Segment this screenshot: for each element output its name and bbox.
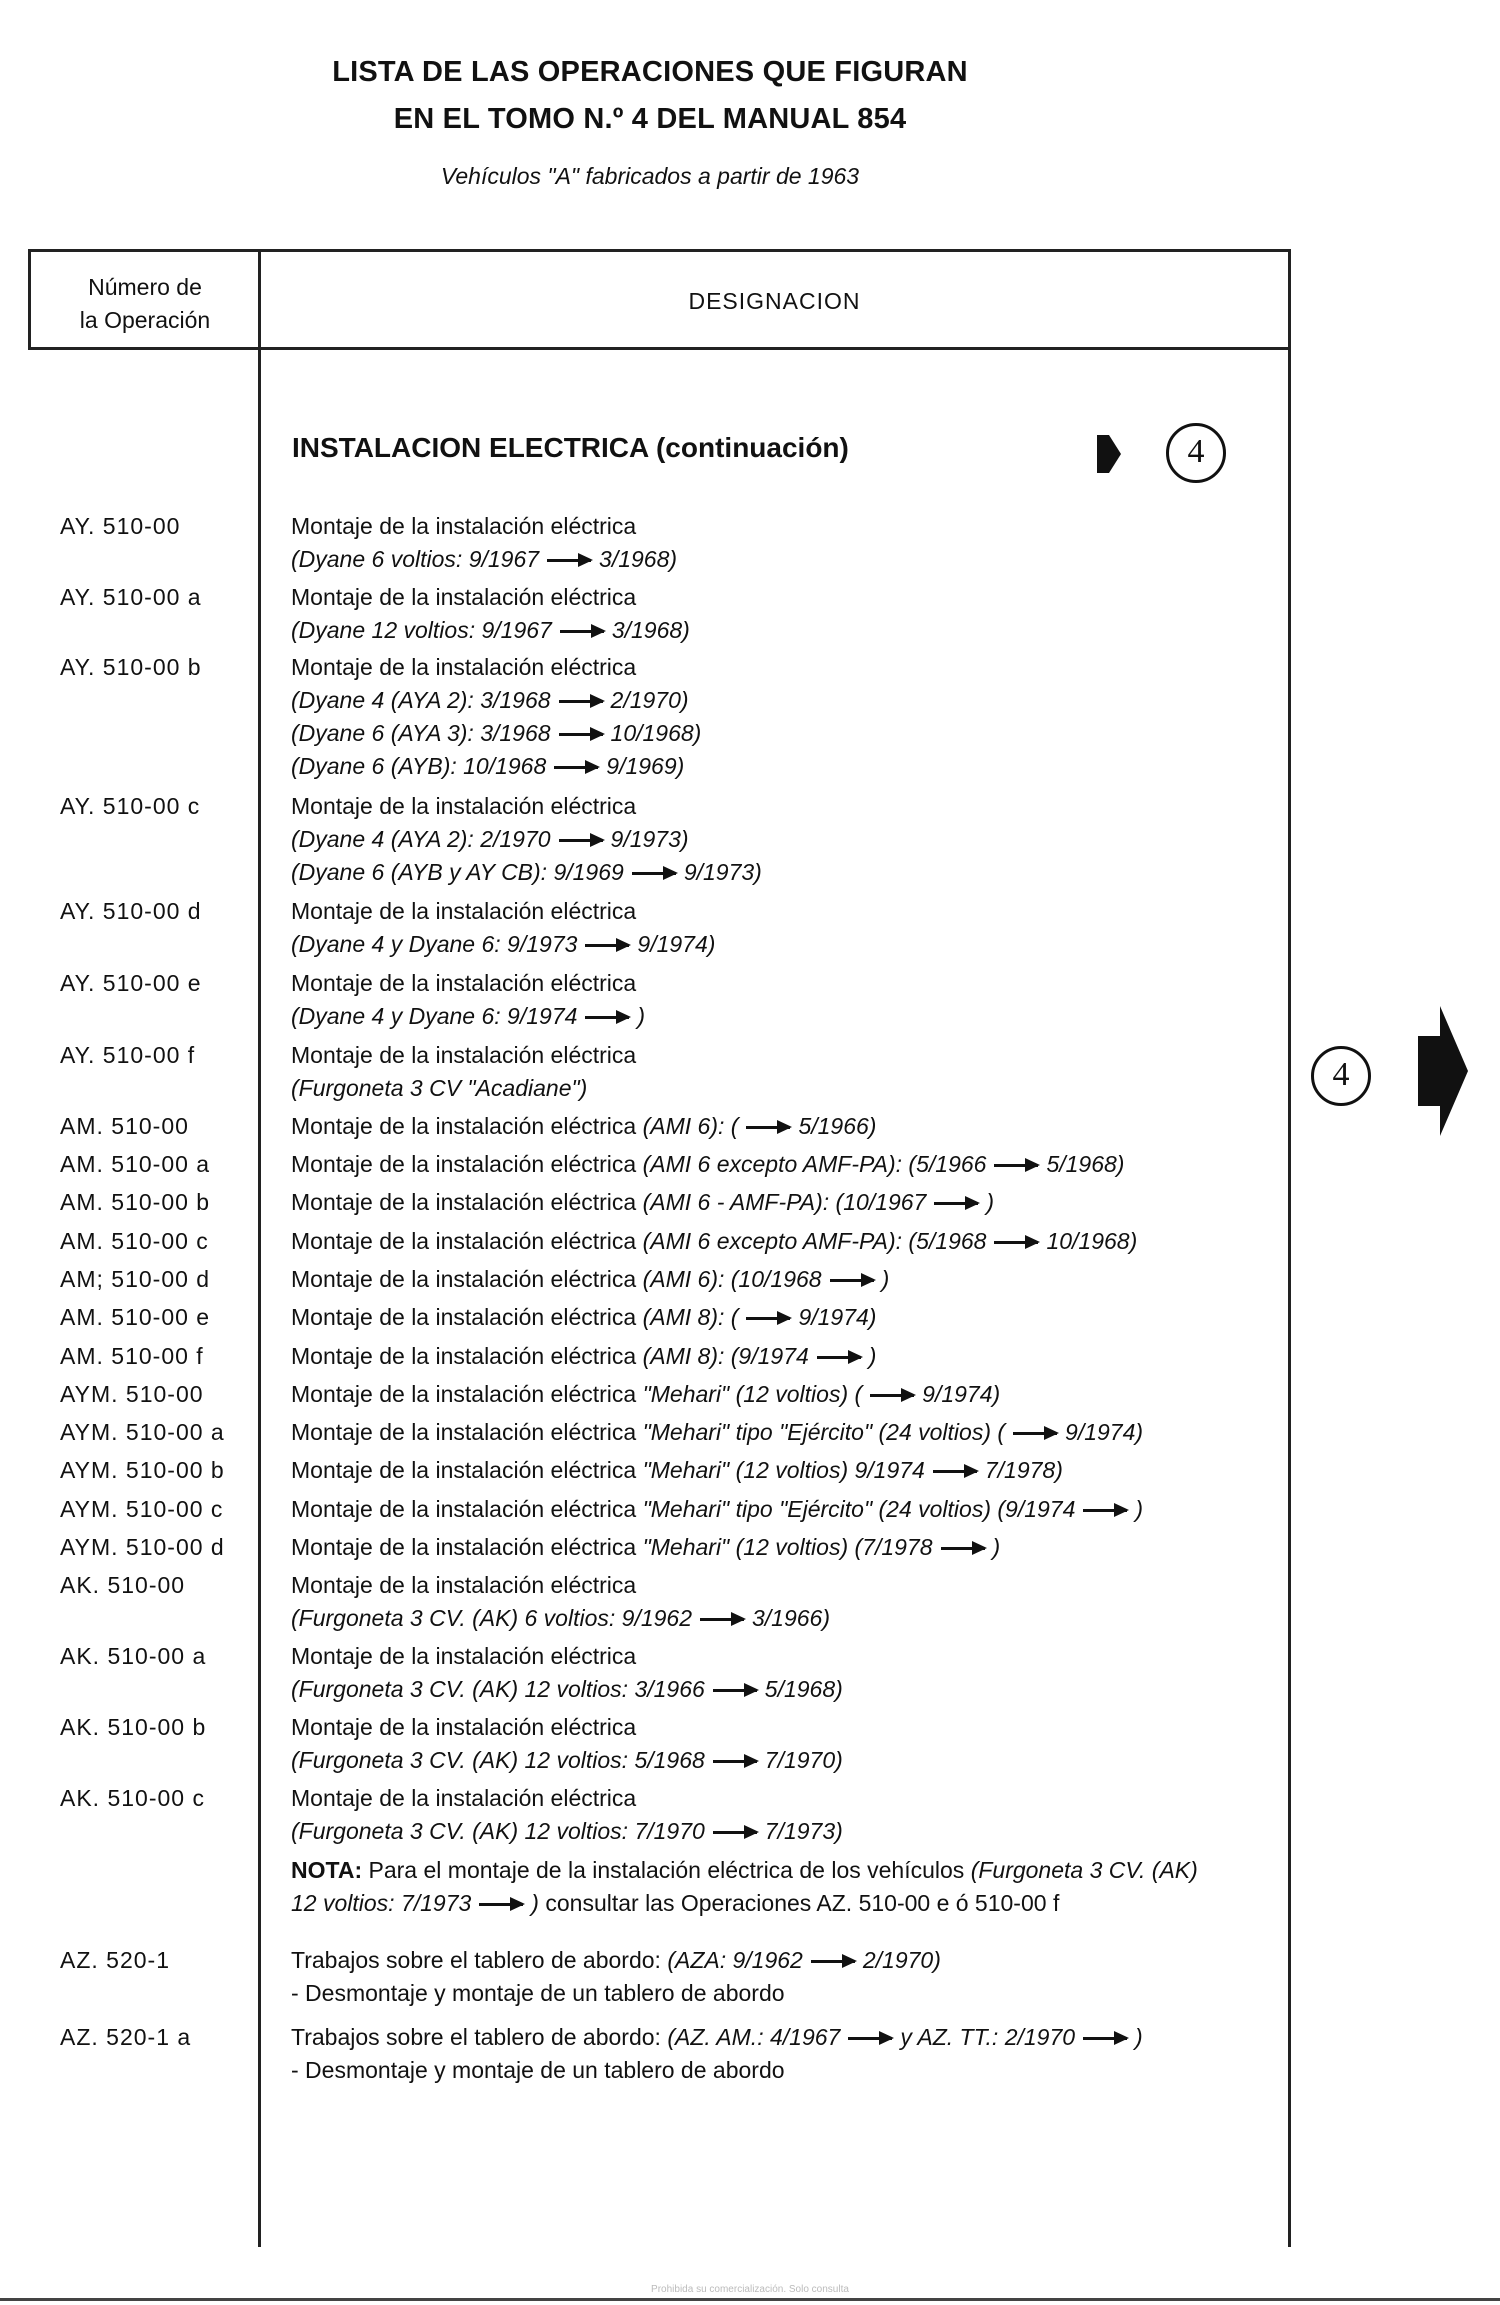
column-header-designation: DESIGNACION bbox=[688, 288, 861, 314]
designation-detail: ) bbox=[1135, 1496, 1144, 1522]
designation-line bbox=[291, 1744, 843, 1777]
designation-detail: 9/1974) bbox=[1065, 1419, 1144, 1445]
designation-text: Montaje de la instalación eléctrica bbox=[291, 1785, 637, 1811]
designation-detail: 7/1978) bbox=[984, 1457, 1063, 1483]
designation-line bbox=[291, 1602, 830, 1635]
operation-number: AY. 510-00 b bbox=[60, 654, 202, 680]
designation-line bbox=[291, 1493, 1143, 1526]
designation-text: Montaje de la instalación eléctrica bbox=[291, 1643, 637, 1669]
operation-number: AY. 510-00 bbox=[60, 513, 181, 539]
designation-text: Montaje de la instalación eléctrica bbox=[291, 1457, 643, 1483]
designation-line bbox=[291, 1378, 1000, 1411]
designation-detail: (Furgoneta 3 CV. (AK) 12 voltios: 5/1968 bbox=[291, 1747, 705, 1773]
designation-detail: (AMI 6 excepto AMF-PA): (5/1966 bbox=[642, 1151, 987, 1177]
designation-text: - Desmontaje y montaje de un tablero de abordo bbox=[291, 2057, 785, 2083]
arrow-right-icon bbox=[700, 1618, 744, 1621]
designation-text: Montaje de la instalación eléctrica bbox=[291, 1714, 637, 1740]
designation-line bbox=[291, 651, 636, 684]
designation-detail: ) bbox=[868, 1343, 877, 1369]
designation-detail: 5/1968) bbox=[1046, 1151, 1125, 1177]
arrow-right-icon bbox=[479, 1903, 523, 1906]
designation-text: Montaje de la instalación eléctrica bbox=[291, 1189, 643, 1215]
designation-detail: 9/1974) bbox=[637, 931, 716, 957]
designation-detail: 3/1968) bbox=[611, 617, 690, 643]
designation-text: Montaje de la instalación eléctrica bbox=[291, 654, 637, 680]
arrow-right-icon bbox=[1083, 2037, 1127, 2040]
table-header-divider bbox=[28, 347, 1291, 350]
arrow-right-icon bbox=[1013, 1432, 1057, 1435]
operation-number: AY. 510-00 f bbox=[60, 1042, 196, 1068]
designation-detail: (AMI 6): ( bbox=[642, 1113, 739, 1139]
designation-detail: ) bbox=[637, 1003, 646, 1029]
designation-detail: (Furgoneta 3 CV "Acadiane") bbox=[291, 1075, 588, 1101]
designation-text: Montaje de la instalación eléctrica bbox=[291, 1572, 637, 1598]
designation-text: Trabajos sobre el tablero de abordo: bbox=[291, 2024, 668, 2050]
operation-number: AM. 510-00 f bbox=[60, 1343, 204, 1369]
operation-number: AYM. 510-00 bbox=[60, 1381, 204, 1407]
designation-detail: 10/1968) bbox=[610, 720, 702, 746]
document-subtitle: Vehículos "A" fabricados a partir de 1963 bbox=[440, 163, 860, 189]
designation-text: Montaje de la instalación eléctrica bbox=[291, 513, 637, 539]
designation-detail: (Furgoneta 3 CV. (AK) 6 voltios: 9/1962 bbox=[291, 1605, 692, 1631]
arrow-right-icon bbox=[547, 559, 591, 562]
designation-detail: 5/1968) bbox=[764, 1676, 843, 1702]
arrow-right-icon bbox=[560, 630, 604, 633]
designation-detail: 10/1968) bbox=[1046, 1228, 1138, 1254]
operation-number: AK. 510-00 b bbox=[60, 1714, 207, 1740]
designation-text: Montaje de la instalación eléctrica bbox=[291, 1266, 643, 1292]
arrow-right-icon bbox=[559, 700, 603, 703]
designation-text: Trabajos sobre el tablero de abordo: bbox=[291, 1947, 668, 1973]
designation-detail: 9/1973) bbox=[610, 826, 689, 852]
operation-number: AYM. 510-00 d bbox=[60, 1534, 225, 1560]
designation-detail: (Dyane 6 (AYA 3): 3/1968 bbox=[291, 720, 551, 746]
designation-detail: (AMI 8): (9/1974 bbox=[642, 1343, 809, 1369]
designation-text: Montaje de la instalación eléctrica bbox=[291, 1343, 643, 1369]
footer-watermark: Prohibida su comercialización. Solo consulta bbox=[651, 2284, 849, 2295]
arrow-right-icon bbox=[933, 1470, 977, 1473]
arrow-right-icon bbox=[554, 766, 598, 769]
designation-text: - Desmontaje y montaje de un tablero de abordo bbox=[291, 1980, 785, 2006]
document-title-line1: LISTA DE LAS OPERACIONES QUE FIGURAN bbox=[332, 56, 968, 88]
operation-number: AZ. 520-1 a bbox=[60, 2024, 192, 2050]
designation-detail: "Mehari" (12 voltios) 9/1974 bbox=[642, 1457, 925, 1483]
designation-detail: (Dyane 4 y Dyane 6: 9/1974 bbox=[291, 1003, 578, 1029]
designation-line bbox=[291, 1531, 1000, 1564]
note-label: NOTA: bbox=[291, 1857, 363, 1883]
designation-detail: (Dyane 6 (AYB y AY CB): 9/1969 bbox=[291, 859, 624, 885]
section-title: INSTALACION ELECTRICA (continuación) bbox=[292, 432, 849, 463]
designation-line bbox=[291, 614, 690, 647]
operation-number: AYM. 510-00 b bbox=[60, 1457, 225, 1483]
designation-line bbox=[291, 967, 636, 1000]
operation-number: AY. 510-00 d bbox=[60, 898, 202, 924]
arrow-right-icon bbox=[713, 1689, 757, 1692]
designation-line bbox=[291, 856, 762, 889]
designation-line bbox=[291, 1000, 645, 1033]
arrow-right-icon bbox=[934, 1202, 978, 1205]
designation-line bbox=[291, 510, 636, 543]
designation-detail: ) bbox=[881, 1266, 890, 1292]
designation-line bbox=[291, 1072, 587, 1105]
designation-detail: "Mehari" (12 voltios) ( bbox=[642, 1381, 863, 1407]
arrow-right-icon bbox=[817, 1356, 861, 1359]
designation-line bbox=[291, 1944, 941, 1977]
operation-number: AM. 510-00 c bbox=[60, 1228, 209, 1254]
designation-line bbox=[291, 1854, 1198, 1887]
designation-detail: 12 voltios: 7/1973 bbox=[291, 1890, 472, 1916]
designation-text: Montaje de la instalación eléctrica bbox=[291, 970, 637, 996]
arrow-right-icon bbox=[559, 839, 603, 842]
designation-line bbox=[291, 1815, 843, 1848]
designation-line bbox=[291, 581, 636, 614]
designation-text: consultar las Operaciones AZ. 510-00 e ó 510-00 f bbox=[538, 1890, 1060, 1916]
designation-line bbox=[291, 1640, 636, 1673]
designation-detail: "Mehari" (12 voltios) (7/1978 bbox=[642, 1534, 933, 1560]
designation-detail: 2/1970) bbox=[862, 1947, 941, 1973]
designation-text: Montaje de la instalación eléctrica bbox=[291, 1419, 643, 1445]
operation-number: AY. 510-00 c bbox=[60, 793, 201, 819]
arrow-right-icon bbox=[585, 1016, 629, 1019]
operation-number: AYM. 510-00 a bbox=[60, 1419, 225, 1445]
section-arrow-icon bbox=[1097, 429, 1122, 479]
designation-text: Montaje de la instalación eléctrica bbox=[291, 1496, 643, 1522]
designation-text: Montaje de la instalación eléctrica bbox=[291, 1228, 643, 1254]
designation-line bbox=[291, 823, 689, 856]
designation-line bbox=[291, 1416, 1143, 1449]
designation-line bbox=[291, 717, 701, 750]
operation-number: AY. 510-00 a bbox=[60, 584, 202, 610]
designation-detail: (AZA: 9/1962 bbox=[667, 1947, 803, 1973]
designation-detail: (Dyane 4 (AYA 2): 2/1970 bbox=[291, 826, 551, 852]
designation-detail: (Dyane 4 (AYA 2): 3/1968 bbox=[291, 687, 551, 713]
designation-detail: (AMI 6 excepto AMF-PA): (5/1968 bbox=[642, 1228, 987, 1254]
designation-detail: (AZ. AM.: 4/1967 bbox=[667, 2024, 841, 2050]
designation-detail: ) bbox=[986, 1189, 995, 1215]
document-title-line2: EN EL TOMO N.º 4 DEL MANUAL 854 bbox=[393, 103, 907, 135]
designation-detail: (Furgoneta 3 CV. (AK) 12 voltios: 3/1966 bbox=[291, 1676, 705, 1702]
designation-line bbox=[291, 1263, 889, 1296]
designation-line bbox=[291, 1673, 843, 1706]
designation-text: Montaje de la instalación eléctrica bbox=[291, 1151, 643, 1177]
designation-text: Montaje de la instalación eléctrica bbox=[291, 1381, 643, 1407]
designation-detail: (AMI 6 - AMF-PA): (10/1967 bbox=[642, 1189, 927, 1215]
side-tab-number-icon: 4 bbox=[1311, 1046, 1371, 1106]
arrow-right-icon bbox=[713, 1831, 757, 1834]
page-bottom-border bbox=[0, 2298, 1500, 2301]
operation-number: AM. 510-00 b bbox=[60, 1189, 211, 1215]
designation-line bbox=[291, 543, 677, 576]
operation-number: AZ. 520-1 bbox=[60, 1947, 170, 1973]
arrow-right-icon bbox=[632, 872, 676, 875]
designation-text: Montaje de la instalación eléctrica bbox=[291, 898, 637, 924]
designation-text: Montaje de la instalación eléctrica bbox=[291, 793, 637, 819]
designation-detail: "Mehari" tipo "Ejército" (24 voltios) ( bbox=[642, 1419, 1006, 1445]
designation-line bbox=[291, 1301, 876, 1334]
table-column-divider bbox=[258, 249, 261, 2247]
designation-text: Montaje de la instalación eléctrica bbox=[291, 1042, 637, 1068]
designation-line bbox=[291, 1340, 876, 1373]
arrow-right-icon bbox=[870, 1394, 914, 1397]
designation-detail: 3/1966) bbox=[752, 1605, 831, 1631]
designation-detail: (AMI 6): (10/1968 bbox=[642, 1266, 822, 1292]
designation-detail: (Furgoneta 3 CV. (AK) 12 voltios: 7/1970 bbox=[291, 1818, 705, 1844]
designation-detail: (Dyane 4 y Dyane 6: 9/1973 bbox=[291, 931, 578, 957]
designation-line bbox=[291, 1148, 1124, 1181]
arrow-right-icon bbox=[811, 1960, 855, 1963]
arrow-right-icon bbox=[848, 2037, 892, 2040]
column-header-number-line2: la Operación bbox=[79, 307, 211, 333]
side-arrow-icon bbox=[1418, 1006, 1468, 1136]
table-top-border bbox=[28, 249, 1291, 252]
designation-line bbox=[291, 684, 689, 717]
designation-line bbox=[291, 1977, 785, 2010]
designation-detail: "Mehari" tipo "Ejército" (24 voltios) (9/1974 bbox=[642, 1496, 1076, 1522]
designation-detail: (Furgoneta 3 CV. (AK) bbox=[970, 1857, 1198, 1883]
arrow-right-icon bbox=[941, 1547, 985, 1550]
designation-detail: 9/1974) bbox=[798, 1304, 877, 1330]
designation-line bbox=[291, 1782, 636, 1815]
designation-line bbox=[291, 928, 715, 961]
designation-detail: 5/1966) bbox=[798, 1113, 877, 1139]
designation-text: Montaje de la instalación eléctrica bbox=[291, 1534, 643, 1560]
operation-number: AM. 510-00 a bbox=[60, 1151, 211, 1177]
operation-number: AM. 510-00 e bbox=[60, 1304, 211, 1330]
designation-line bbox=[291, 1186, 994, 1219]
designation-line bbox=[291, 2021, 1143, 2054]
operation-number: AYM. 510-00 c bbox=[60, 1496, 224, 1522]
arrow-right-icon bbox=[830, 1279, 874, 1282]
designation-detail: 2/1970) bbox=[610, 687, 689, 713]
arrow-right-icon bbox=[1083, 1509, 1127, 1512]
designation-line bbox=[291, 790, 636, 823]
designation-text: Para el montaje de la instalación eléctrica de los vehículos bbox=[362, 1857, 971, 1883]
operation-number: AM; 510-00 d bbox=[60, 1266, 211, 1292]
designation-detail: ) bbox=[1135, 2024, 1143, 2050]
designation-detail: 7/1970) bbox=[764, 1747, 843, 1773]
designation-detail: 9/1969) bbox=[606, 753, 685, 779]
designation-line bbox=[291, 1711, 636, 1744]
designation-line bbox=[291, 1454, 1063, 1487]
designation-detail: 9/1974) bbox=[922, 1381, 1001, 1407]
column-header-number-line1: Número de bbox=[88, 274, 202, 300]
arrow-right-icon bbox=[994, 1241, 1038, 1244]
designation-line bbox=[291, 1110, 876, 1143]
designation-detail: ) bbox=[992, 1534, 1001, 1560]
arrow-right-icon bbox=[746, 1126, 790, 1129]
designation-line bbox=[291, 1225, 1137, 1258]
arrow-right-icon bbox=[746, 1317, 790, 1320]
designation-detail: (Dyane 12 voltios: 9/1967 bbox=[291, 617, 552, 643]
designation-text: Montaje de la instalación eléctrica bbox=[291, 584, 637, 610]
designation-text: Montaje de la instalación eléctrica bbox=[291, 1113, 643, 1139]
operation-number: AY. 510-00 e bbox=[60, 970, 202, 996]
designation-line bbox=[291, 1039, 636, 1072]
arrow-right-icon bbox=[994, 1164, 1038, 1167]
designation-line bbox=[291, 2054, 785, 2087]
designation-detail: 7/1973) bbox=[764, 1818, 843, 1844]
designation-detail: (Dyane 6 voltios: 9/1967 bbox=[291, 546, 540, 572]
table-right-border bbox=[1288, 249, 1291, 2247]
designation-line bbox=[291, 895, 636, 928]
designation-detail: 9/1973) bbox=[683, 859, 762, 885]
designation-detail: y AZ. TT.: 2/1970 bbox=[900, 2024, 1076, 2050]
operation-number: AK. 510-00 a bbox=[60, 1643, 207, 1669]
designation-detail: (Dyane 6 (AYB): 10/1968 bbox=[291, 753, 547, 779]
designation-line bbox=[291, 750, 684, 783]
designation-line bbox=[291, 1569, 636, 1602]
arrow-right-icon bbox=[585, 944, 629, 947]
operation-number: AK. 510-00 c bbox=[60, 1785, 205, 1811]
arrow-right-icon bbox=[713, 1760, 757, 1763]
section-tab-number-icon: 4 bbox=[1166, 423, 1226, 483]
designation-detail: ) bbox=[531, 1890, 539, 1916]
column-header-number bbox=[30, 271, 260, 337]
designation-line bbox=[291, 1887, 1059, 1920]
designation-detail: 3/1968) bbox=[599, 546, 678, 572]
operation-number: AM. 510-00 bbox=[60, 1113, 189, 1139]
operation-number: AK. 510-00 bbox=[60, 1572, 186, 1598]
designation-detail: (AMI 8): ( bbox=[642, 1304, 739, 1330]
designation-text: Montaje de la instalación eléctrica bbox=[291, 1304, 643, 1330]
arrow-right-icon bbox=[559, 733, 603, 736]
